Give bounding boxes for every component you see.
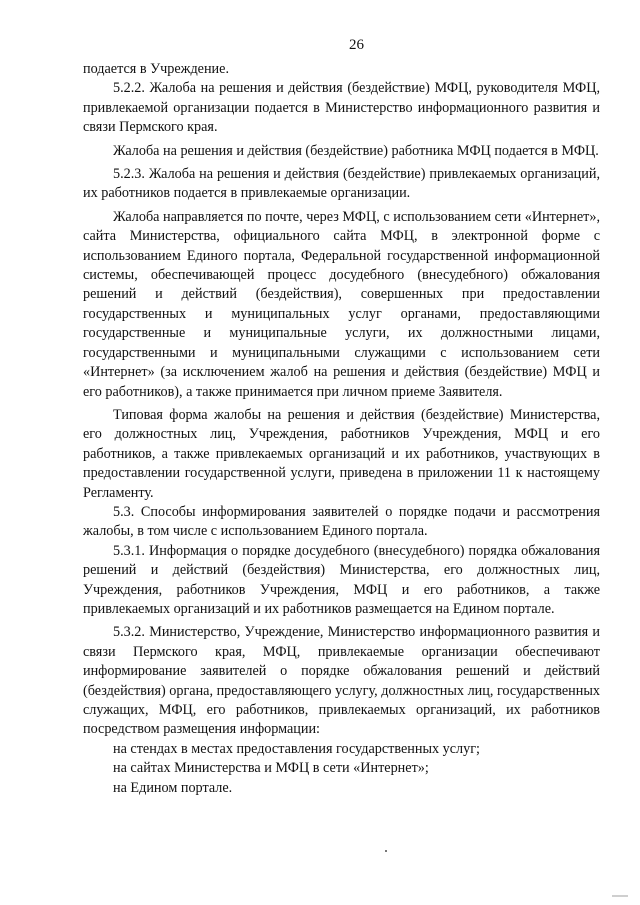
paragraph-5-3-2: 5.3.2. Министерство, Учреждение, Министерство информационного развития и связи Пермского края, МФЦ, привлекаемые организации обеспечивают информирование заявителей о порядке обжалования решений и действий (бездействия) органа, предоставляющего услугу, должностных лиц, государственных служащих, МФЦ, его работников, привлекаемых организаций, их работников посредством размещения информации: bbox=[83, 624, 600, 738]
list-item-unified-portal: на Едином портале. bbox=[113, 779, 233, 796]
paragraph-continuation: подается в Учреждение. bbox=[83, 61, 229, 77]
paragraph-complaint-mfc-worker: Жалоба на решения и действия (бездействие) работника МФЦ подается в МФЦ. bbox=[113, 142, 599, 159]
page-number: 26 bbox=[349, 37, 364, 53]
scan-edge-mark bbox=[612, 895, 628, 897]
paragraph-5-3-1: 5.3.1. Информация о порядке досудебного (внесудебного) порядка обжалования решений и действий (бездействия) Министерства, его должностных лиц, Учреждения, работников Учреждения, МФЦ и его работников, а также привлекаемых организаций и их работников размещается на Едином портале. bbox=[83, 542, 600, 617]
paragraph-5-3: 5.3. Способы информирования заявителей о порядке подачи и рассмотрения жалобы, в том числе с использованием Единого портала. bbox=[83, 503, 600, 540]
paragraph-complaint-channels: Жалоба направляется по почте, через МФЦ, с использованием сети «Интернет», сайта Министерства, официального сайта МФЦ, в электронной форме с использованием Единого портала, Федеральной государственной информационной системы, обеспечивающей процесс досудебного (внесудебного) обжалования решений и действий (бездействия), совершенных при предоставлении государственных и муниципальных услуг органами, предоставляющими государственные и муниципальные услуги, их должностными лицами, государственными и муниципальными служащими с использованием сети «Интернет» (за исключением жалоб на решения и действия (бездействие) МФЦ и его работников), а также принимается при личном приеме Заявителя. bbox=[83, 208, 600, 400]
list-item-websites: на сайтах Министерства и МФЦ в сети «Интернет»; bbox=[113, 760, 429, 777]
paragraph-5-2-3: 5.2.3. Жалоба на решения и действия (бездействие) привлекаемых организаций, их работников подается в привлекаемые организации. bbox=[83, 166, 600, 202]
scan-speck bbox=[385, 850, 387, 852]
paragraph-standard-form: Типовая форма жалобы на решения и действия (бездействие) Министерства, его должностных лиц, Учреждения, работников Учреждения, МФЦ и его работников, а также привлекаемых организаций и их работников, участвующих в предоставлении государственной услуги, приведена в приложении 11 к настоящему Регламенту. bbox=[83, 406, 600, 501]
paragraph-5-2-2: 5.2.2. Жалоба на решения и действия (бездействие) МФЦ, руководителя МФЦ, привлекаемой организации подается в Министерство информационного развития и связи Пермского края. bbox=[83, 80, 600, 136]
list-item-stands: на стендах в местах предоставления государственных услуг; bbox=[113, 740, 480, 757]
document-body bbox=[83, 60, 600, 798]
